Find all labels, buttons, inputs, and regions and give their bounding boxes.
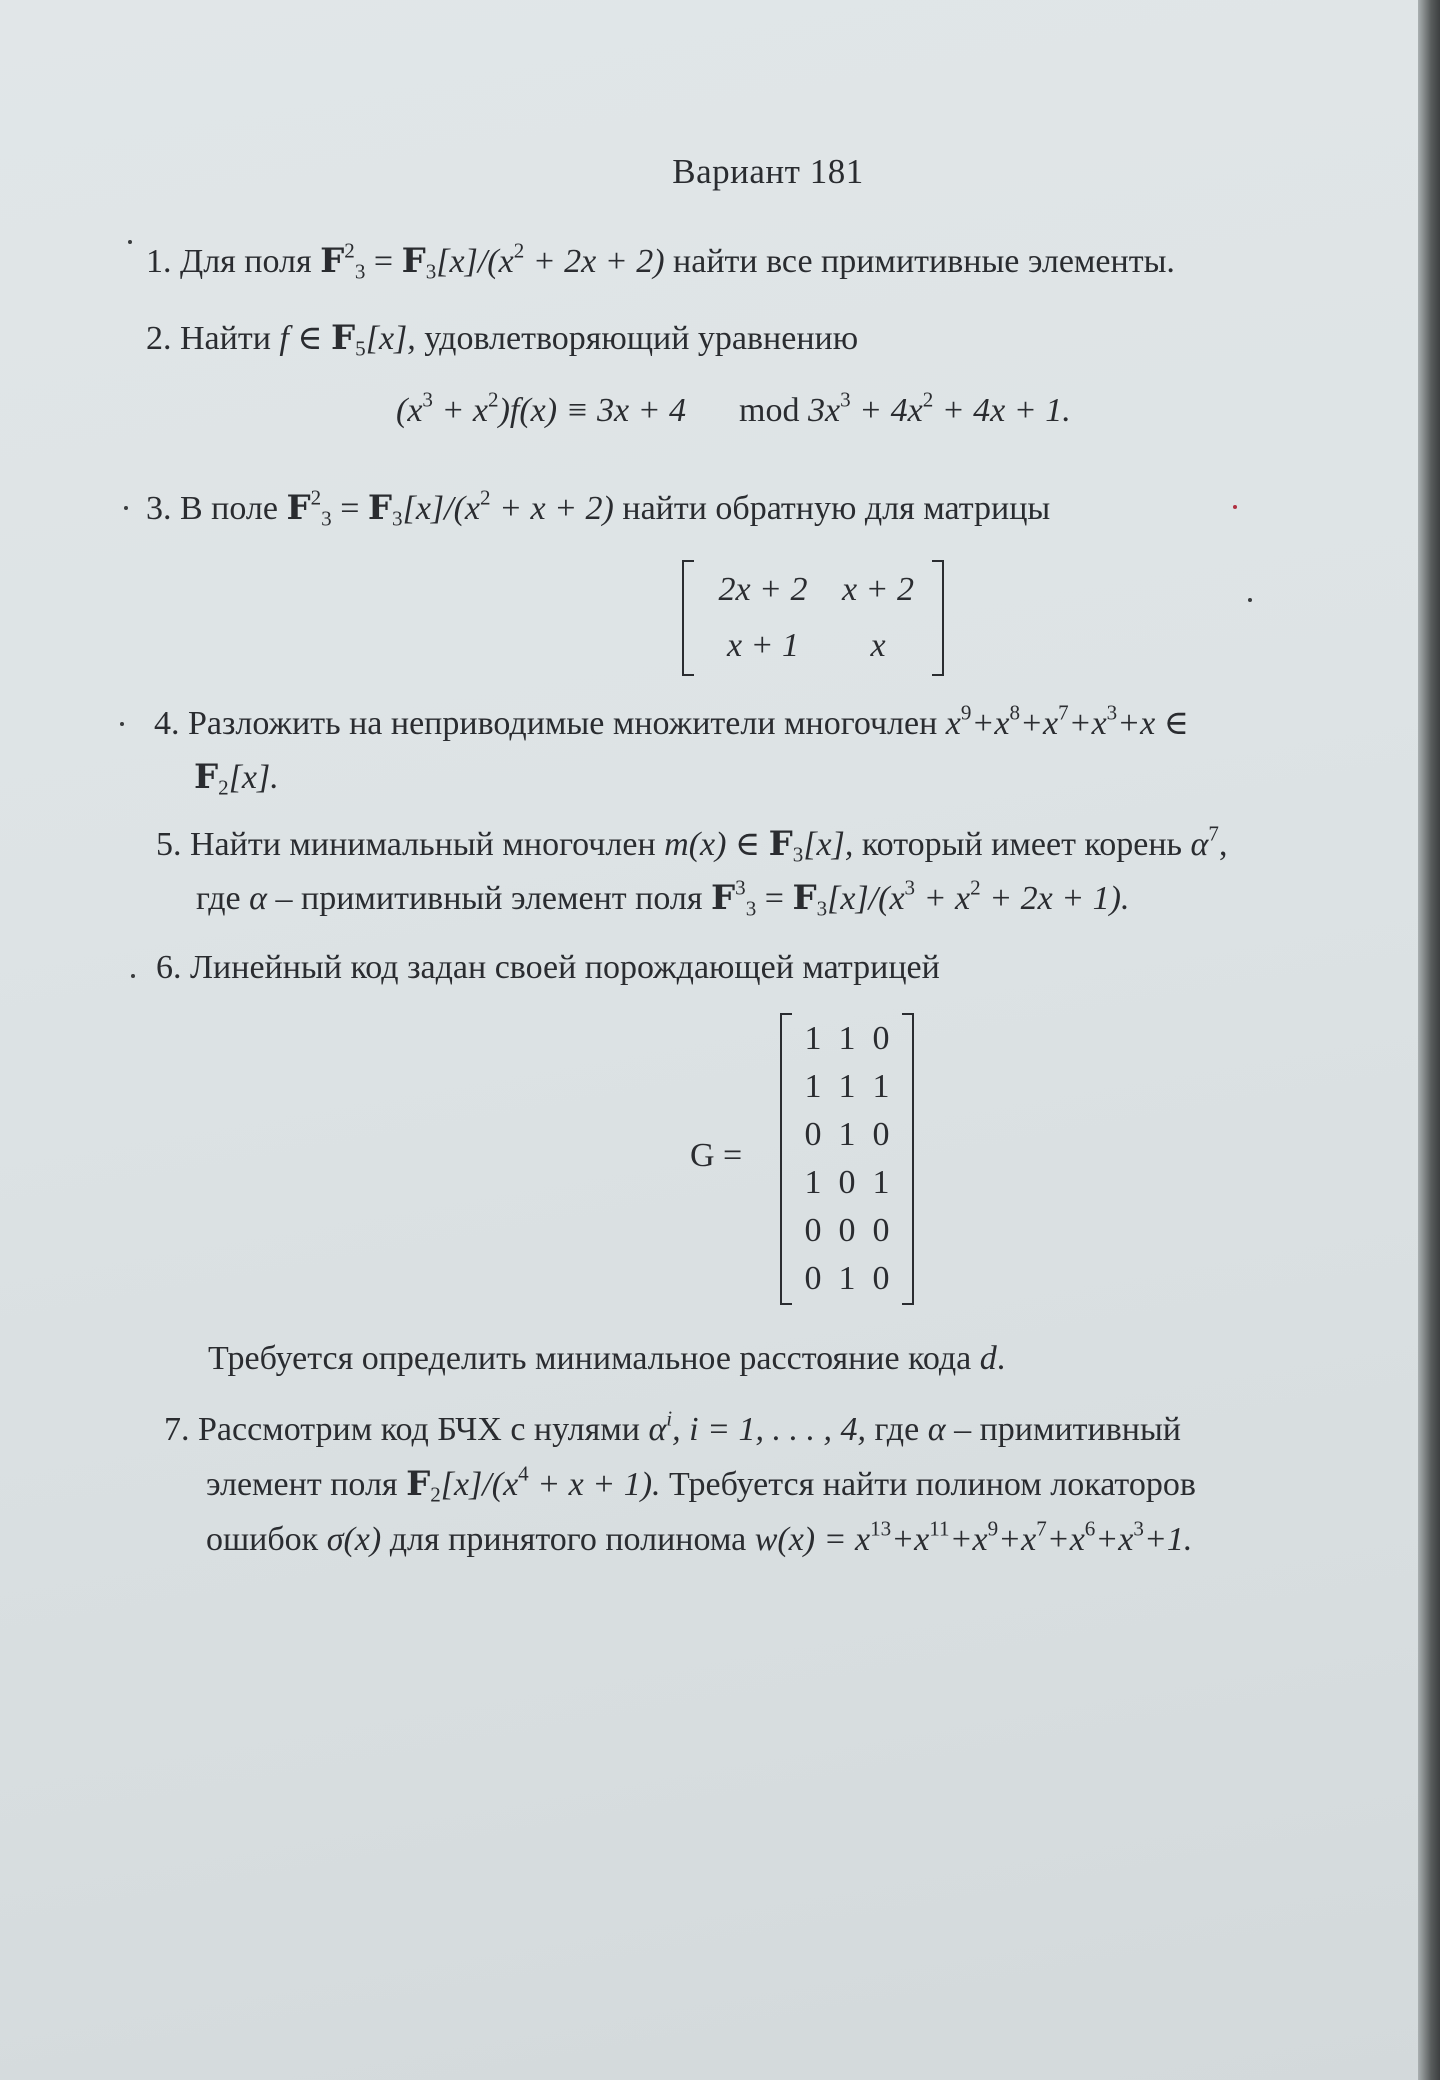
matrix-cell: 0	[838, 1164, 856, 1201]
problem-2-equation: $(x^3 + x^2)f(x) \equiv 3x + 4$ mod $3x^3 + 4x^2 + 4x + 1$.	[396, 387, 1071, 429]
problem-number: 7.	[164, 1411, 190, 1448]
matrix-right-bracket	[902, 1013, 914, 1305]
matrix-cell: 0	[872, 1260, 890, 1297]
pencil-mark	[124, 506, 128, 510]
problem-7: 7. Рассмотрим код БЧХ с нулями $\alpha^i$, i = 1, . . . , 4, где α – примитивный элемент поля $F_2[x]/(x^4 + x + 1)$. Требуется найти полином локаторов ошибок σ(x) для принятого полинома $w(x) = x^{13}+x^{11}+x^9+x^7+x^6+x^3+1$.	[164, 1403, 1404, 1567]
problem-3-matrix	[682, 560, 944, 676]
matrix-left-bracket	[682, 560, 694, 676]
problem-5: 5. Найти минимальный многочлен m(x) ∈ $F_3[x]$, который имеет корень $\alpha^7$, где α – примитивный элемент поля $F^3_3 = F_3[x]/(x^3 + x^2 + 2x + 1)$.	[156, 818, 1406, 925]
page-title: Вариант 181	[672, 152, 864, 191]
matrix-cell: 1	[804, 1020, 822, 1057]
matrix-cell: 1	[804, 1068, 822, 1105]
matrix-body	[694, 560, 932, 676]
pencil-mark	[128, 240, 132, 244]
problem-number: 6.	[156, 949, 182, 986]
matrix-cell: x + 1	[726, 627, 800, 664]
matrix-cell: 1	[838, 1116, 856, 1153]
pencil-mark	[1233, 505, 1237, 509]
matrix-cell: 1	[872, 1164, 890, 1201]
matrix-cell: 2x + 2	[718, 571, 808, 608]
matrix-cell: 1	[872, 1068, 890, 1105]
problem-number: 3.	[146, 490, 172, 527]
pencil-mark	[131, 974, 135, 978]
matrix-cell: 0	[872, 1020, 890, 1057]
matrix-body	[792, 1013, 902, 1305]
problem-2: 2. Найти f ∈ $F_5[x]$, удовлетворяющий уравнению	[146, 312, 858, 366]
problem-number: 5.	[156, 826, 182, 863]
generator-matrix-label: G =	[690, 1137, 743, 1174]
problem-number: 4.	[154, 705, 180, 742]
matrix-cell: 1	[838, 1260, 856, 1297]
matrix-cell: 0	[872, 1116, 890, 1153]
matrix-cell: 0	[804, 1260, 822, 1297]
matrix-cell: 0	[872, 1212, 890, 1249]
matrix-cell: 0	[804, 1212, 822, 1249]
pencil-mark	[120, 722, 124, 726]
matrix-cell: 1	[838, 1020, 856, 1057]
problem-number: 2.	[146, 320, 172, 357]
matrix-cell: x + 2	[841, 571, 915, 608]
paper-edge-shadow	[1418, 0, 1440, 2080]
problem-3: 3. В поле $F^2_3 = F_3[x]/(x^2 + x + 2)$ найти обратную для матрицы	[146, 482, 1050, 536]
generator-matrix	[780, 1013, 914, 1305]
problem-number: 1.	[146, 243, 172, 280]
matrix-cell: 0	[838, 1212, 856, 1249]
problem-6-question: Требуется определить минимальное расстояние кода d.	[208, 1340, 1006, 1377]
matrix-cell: 1	[804, 1164, 822, 1201]
problem-6: 6. Линейный код задан своей порождающей матрицей	[156, 942, 940, 995]
problem-1: 1. Для поля $F^2_3 = F_3[x]/(x^2 + 2x + 2)$ найти все примитивные элементы.	[146, 235, 1175, 289]
matrix-cell: 0	[804, 1116, 822, 1153]
pencil-mark	[1248, 598, 1252, 602]
matrix-right-bracket	[932, 560, 944, 676]
problem-4: 4. Разложить на неприводимые множители многочлен $x^9+x^8+x^7+x^3+x$ ∈ $F_2[x]$.	[154, 698, 1414, 804]
matrix-cell: x	[870, 627, 886, 664]
matrix-left-bracket	[780, 1013, 792, 1305]
matrix-cell: 1	[838, 1068, 856, 1105]
